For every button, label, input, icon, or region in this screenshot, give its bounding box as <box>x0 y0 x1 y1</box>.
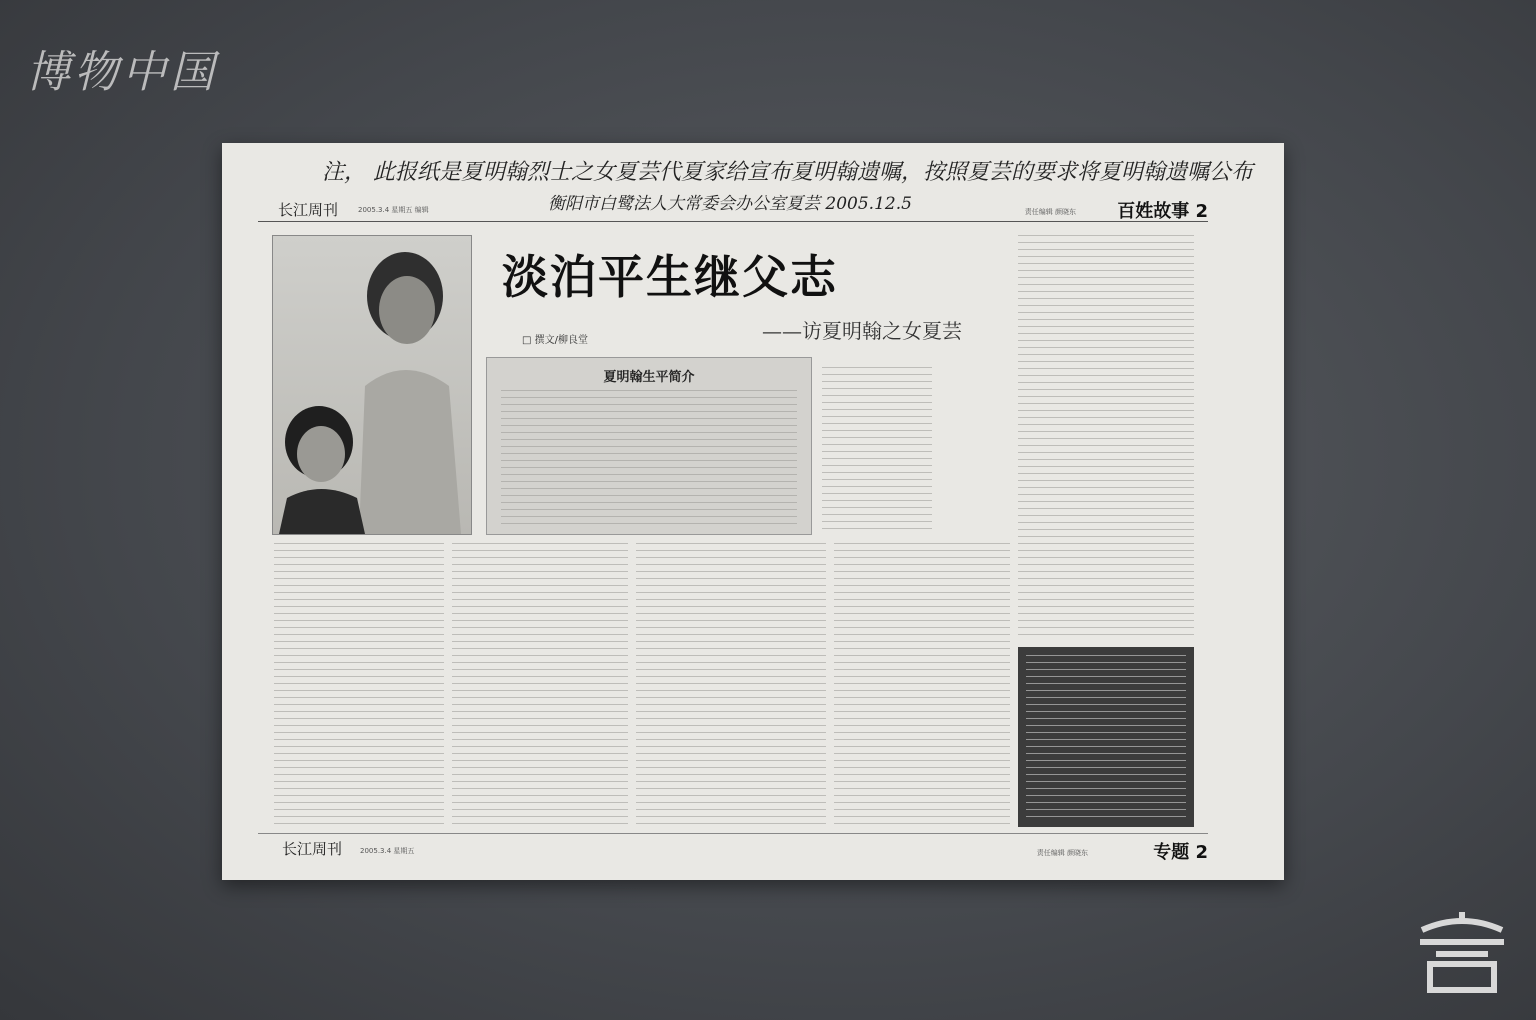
footer-section-label: 专题 2 <box>1153 842 1208 863</box>
section-label: 百姓故事 2 <box>1117 201 1208 222</box>
masthead <box>258 199 1208 222</box>
highlight-box <box>1018 647 1194 827</box>
biography-sidebar <box>486 357 812 535</box>
masthead-meta: 2005.3.4 星期五 编辑 <box>358 206 429 214</box>
article-subhead: ——访夏明翰之女夏芸 <box>762 319 962 343</box>
footer-editor: 责任编辑 颜晓东 <box>1036 849 1088 857</box>
masthead-title: 长江周刊 <box>278 201 339 219</box>
handwritten-note-line1: 注， 此报纸是夏明翰烈士之女夏芸代夏家给宣布夏明翰遗嘱，按照夏芸的要求将夏明翰遗嘱公布 <box>322 160 1253 185</box>
site-logo-icon <box>1412 908 1512 994</box>
article-headline: 淡泊平生继父志 <box>502 250 838 304</box>
portrait-photo <box>272 235 472 535</box>
portrait-silhouette-icon <box>273 236 471 534</box>
article-text-column <box>822 367 932 533</box>
footer-title: 长江周刊 <box>282 840 343 858</box>
masthead-editor: 责任编辑 颜晓东 <box>1024 208 1076 216</box>
article-text-column <box>1018 235 1194 639</box>
watermark-text: 博物中国 <box>26 47 218 98</box>
handwritten-note-line2: 衡阳市白鹭法人大常委会办公室夏芸 2005.12.5 <box>548 194 912 214</box>
highlight-text-block <box>1026 655 1186 819</box>
page-footer <box>258 833 1208 864</box>
article-byline: □ 撰文/柳良堂 <box>522 335 588 346</box>
sidebar-title: 夏明翰生平简介 <box>603 370 695 385</box>
article-text-column <box>274 543 444 827</box>
article-text-column <box>834 543 1010 827</box>
article-text-column <box>636 543 826 827</box>
sidebar-text-block <box>501 390 797 526</box>
newspaper-clipping <box>222 143 1284 880</box>
article-text-column <box>452 543 628 827</box>
footer-meta: 2005.3.4 星期五 <box>360 847 415 855</box>
